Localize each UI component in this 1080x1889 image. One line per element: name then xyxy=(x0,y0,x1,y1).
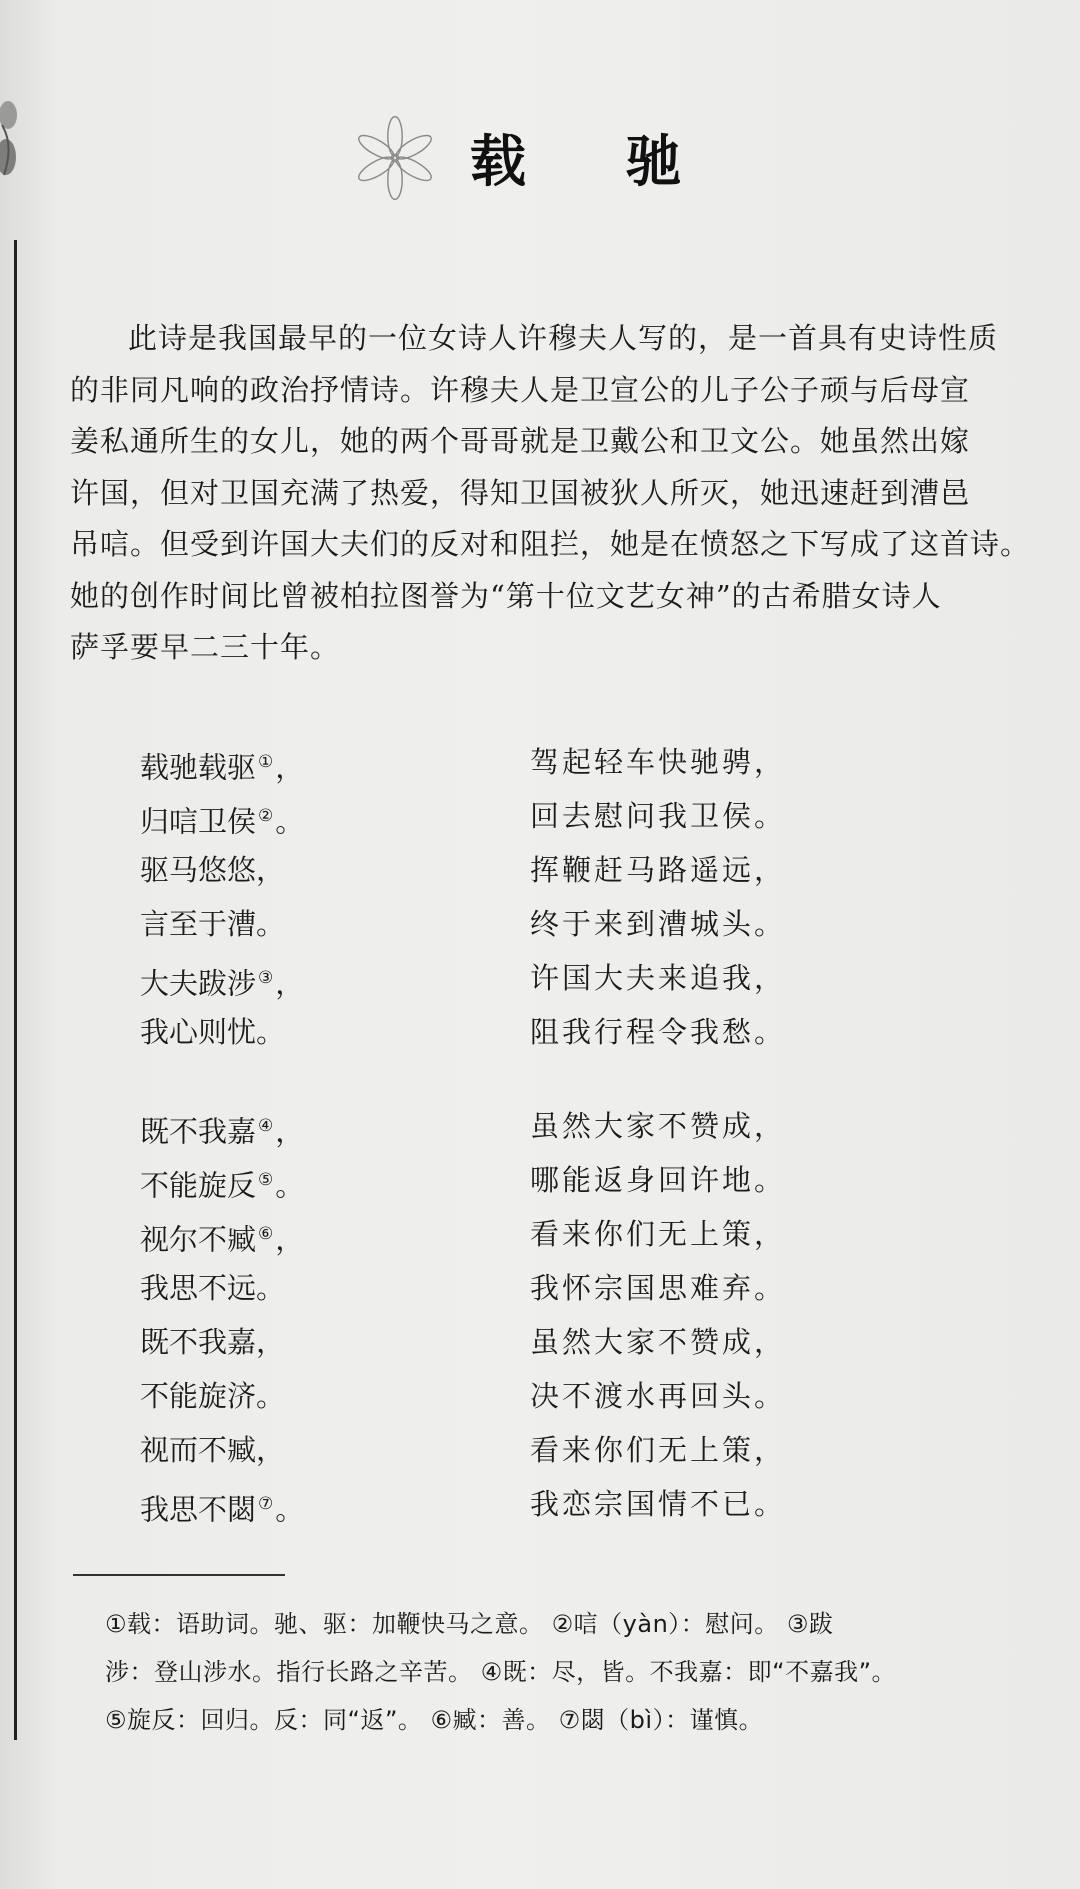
title-block xyxy=(350,108,722,208)
verse-text: 既不我嘉 xyxy=(140,1114,257,1149)
poem-line xyxy=(0,1005,1080,1059)
poem-line xyxy=(0,843,1080,897)
footnote-marker: ⑤ xyxy=(258,1170,274,1190)
footnote-marker: ⑥ xyxy=(258,1224,274,1244)
flower-ornament-icon xyxy=(350,113,440,203)
translated-verse: 我怀宗国思难弃。 xyxy=(530,1271,787,1305)
footnotes xyxy=(105,1600,1045,1744)
footnote-divider xyxy=(73,1574,285,1576)
verse-punct: 。 xyxy=(256,1271,286,1305)
verse-punct: ， xyxy=(275,966,305,1001)
poem-line xyxy=(0,1261,1080,1315)
verse-punct: 。 xyxy=(275,1492,305,1527)
poem-line xyxy=(0,951,1080,1005)
verse-text: 我思不閟 xyxy=(140,1492,257,1527)
original-verse xyxy=(140,1315,285,1369)
poem-line xyxy=(0,1477,1080,1531)
footnote-line: ①载：语助词。驰、驱：加鞭快马之意。 ②唁（yàn）：慰问。 ③跋 xyxy=(105,1610,834,1638)
verse-punct: 。 xyxy=(275,804,305,839)
verse-punct: ， xyxy=(256,853,286,887)
verse-text: 既不我嘉 xyxy=(140,1325,257,1359)
poem-line xyxy=(0,897,1080,951)
original-verse xyxy=(140,1423,285,1477)
original-verse xyxy=(140,897,285,951)
footnote-line: ⑤旋反：回归。反：同“返”。 ⑥臧：善。 ⑦閟（bì）：谨慎。 xyxy=(105,1706,764,1734)
poem-line xyxy=(0,1153,1080,1207)
verse-text: 视而不臧 xyxy=(140,1433,257,1467)
poem-line xyxy=(0,735,1080,789)
translated-verse: 我恋宗国情不已。 xyxy=(530,1487,787,1521)
translated-verse: 看来你们无上策， xyxy=(530,1217,787,1251)
poem-stanza-1 xyxy=(0,735,1080,1059)
intro-paragraph xyxy=(70,313,1031,674)
translated-verse: 挥鞭赶马路遥远， xyxy=(530,853,787,887)
original-verse xyxy=(140,1005,285,1059)
intro-line: 姜私通所生的女儿，她的两个哥哥就是卫戴公和卫文公。她虽然出嫁 xyxy=(70,424,971,458)
translated-verse: 回去慰问我卫侯。 xyxy=(530,799,787,833)
verse-text: 我思不远 xyxy=(140,1271,257,1305)
verse-punct: 。 xyxy=(256,1015,286,1049)
verse-text: 载驰载驱 xyxy=(140,750,257,785)
intro-line: 萨孚要早二三十年。 xyxy=(70,630,341,664)
intro-line: 吊唁。但受到许国大夫们的反对和阻拦，她是在愤怒之下写成了这首诗。 xyxy=(70,527,1031,561)
translated-verse: 终于来到漕城头。 xyxy=(530,907,787,941)
corner-flower-icon xyxy=(0,95,30,215)
verse-text: 视尔不臧 xyxy=(140,1222,257,1257)
original-verse xyxy=(140,1099,304,1153)
translated-verse: 驾起轻车快驰骋， xyxy=(530,745,787,779)
footnote-marker: ⑦ xyxy=(258,1494,274,1514)
original-verse xyxy=(140,1369,285,1423)
poem xyxy=(0,735,1080,1531)
translated-verse: 阻我行程令我愁。 xyxy=(530,1015,787,1049)
intro-line: 许国，但对卫国充满了热爱，得知卫国被狄人所灭，她迅速赶到漕邑 xyxy=(70,475,971,510)
verse-punct: ， xyxy=(256,1325,286,1359)
verse-punct: 。 xyxy=(275,1168,305,1203)
poem-stanza-2 xyxy=(0,1099,1080,1531)
verse-text: 不能旋济 xyxy=(140,1379,257,1413)
verse-punct: 。 xyxy=(256,1379,286,1413)
footnote-line: 涉：登山涉水。指行长路之辛苦。 ④既：尽，皆。不我嘉：即“不嘉我”。 xyxy=(105,1658,897,1686)
verse-punct: ， xyxy=(275,1114,305,1149)
translated-verse: 许国大夫来追我， xyxy=(530,961,787,995)
translated-verse: 哪能返身回许地。 xyxy=(530,1163,787,1197)
poem-line xyxy=(0,1423,1080,1477)
poem-line xyxy=(0,1099,1080,1153)
verse-text: 归唁卫侯 xyxy=(140,804,257,839)
footnote-marker: ③ xyxy=(258,968,274,988)
footnote-marker: ① xyxy=(258,752,274,772)
footnote-marker: ② xyxy=(258,806,274,826)
original-verse xyxy=(140,843,285,897)
page-title: 载 驰 xyxy=(470,130,722,195)
poem-line xyxy=(0,1369,1080,1423)
verse-punct: ， xyxy=(275,750,305,785)
original-verse xyxy=(140,1477,304,1531)
intro-line: 的非同凡响的政治抒情诗。许穆夫人是卫宣公的儿子公子顽与后母宣 xyxy=(70,372,971,407)
original-verse xyxy=(140,789,304,843)
verse-text: 大夫跋涉 xyxy=(140,966,257,1001)
intro-line: 此诗是我国最早的一位女诗人许穆夫人写的，是一首具有史诗性质 xyxy=(128,321,999,355)
verse-text: 不能旋反 xyxy=(140,1168,257,1203)
original-verse xyxy=(140,951,304,1005)
original-verse xyxy=(140,1153,304,1207)
original-verse xyxy=(140,1261,285,1315)
footnote-marker: ④ xyxy=(258,1116,274,1136)
verse-text: 我心则忧 xyxy=(140,1015,257,1049)
verse-punct: ， xyxy=(256,1433,286,1467)
translated-verse: 看来你们无上策， xyxy=(530,1433,787,1467)
verse-punct: 。 xyxy=(256,907,286,941)
intro-line: 她的创作时间比曾被柏拉图誉为“第十位文艺女神”的古希腊女诗人 xyxy=(70,578,942,613)
poem-line xyxy=(0,1315,1080,1369)
poem-line xyxy=(0,789,1080,843)
poem-line xyxy=(0,1207,1080,1261)
translated-verse: 虽然大家不赞成， xyxy=(530,1109,787,1143)
original-verse xyxy=(140,1207,304,1261)
translated-verse: 虽然大家不赞成， xyxy=(530,1325,787,1359)
translated-verse: 决不渡水再回头。 xyxy=(530,1379,787,1413)
verse-text: 驱马悠悠 xyxy=(140,853,257,887)
original-verse xyxy=(140,735,304,789)
verse-punct: ， xyxy=(275,1222,305,1257)
verse-text: 言至于漕 xyxy=(140,907,257,941)
